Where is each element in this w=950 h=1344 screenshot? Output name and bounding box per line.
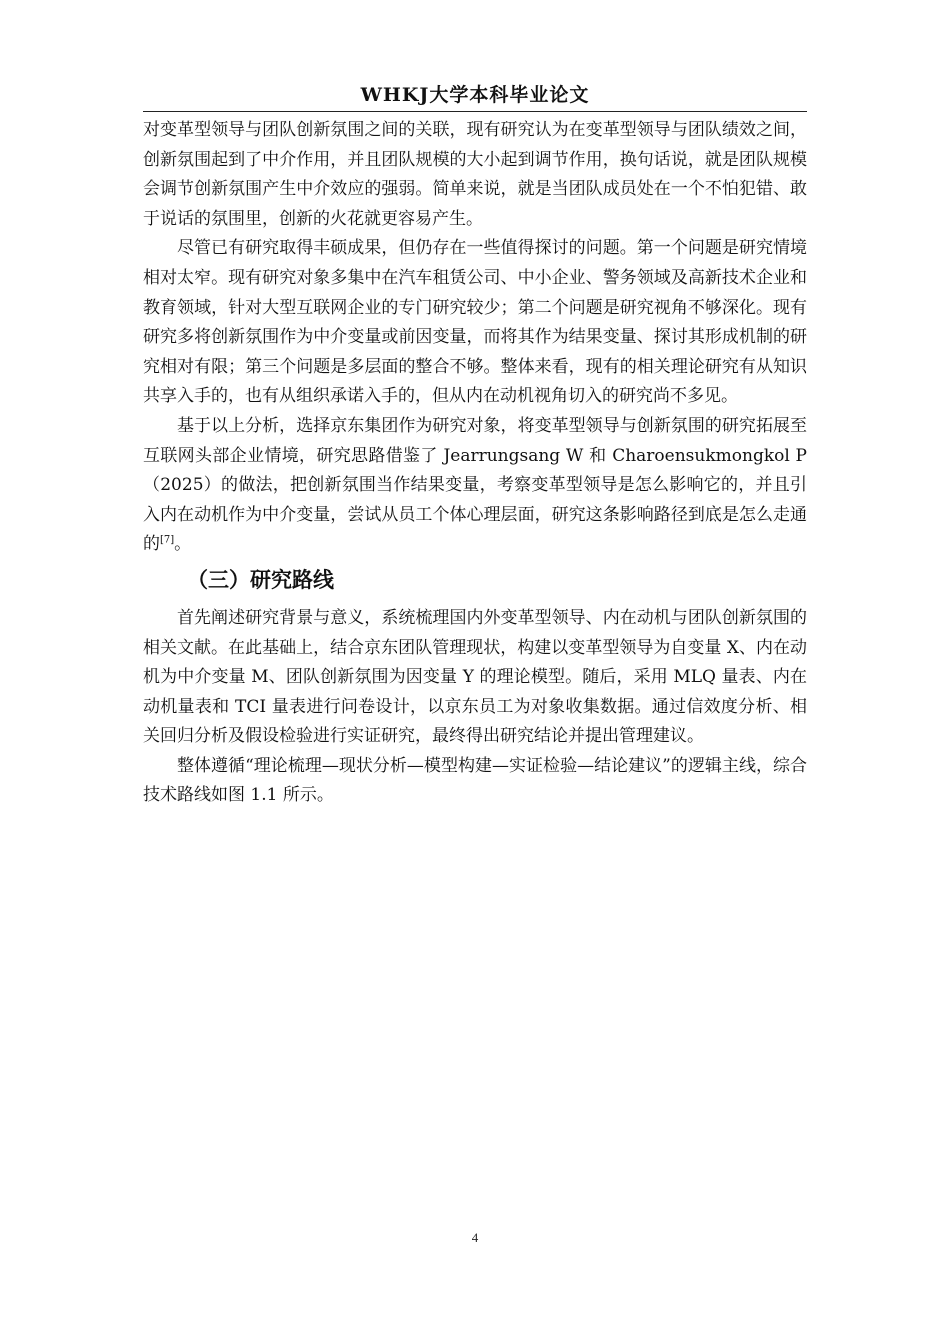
paragraph-4: 首先阐述研究背景与意义，系统梳理国内外变革型领导、内在动机与团队创新氛围的相关文献。在此基础上，结合京东团队管理现状，构建以变革型领导为自变量 X、内在动机为中介变量 M、团队创新氛围为因变量 Y 的理论模型。随后，采用 MLQ 量表、内在动机量表和 TCI 量表进行问卷设计，以京东员工为对象收集数据。通过信效度分析、相关回归分析及假设检验进行实证研究，最终得出研究结论并提出管理建议。	[143, 607, 807, 747]
section-heading: （三）研究路线	[187, 567, 334, 592]
page-number: 4	[471, 1230, 479, 1245]
citation-mark[interactable]: [7]	[160, 534, 175, 546]
paragraph-3	[143, 412, 807, 560]
body-text	[143, 116, 807, 811]
paragraph-2: 尽管已有研究取得丰硕成果，但仍存在一些值得探讨的问题。第一个问题是研究情境相对太窄。现有研究对象多集中在汽车租赁公司、中小企业、警务领域及高新技术企业和教育领域，针对大型互联网企业的专门研究较少；第二个问题是研究视角不够深化。现有研究多将创新氛围作为中介变量或前因变量，而将其作为结果变量、探讨其形成机制的研究相对有限；第三个问题是多层面的整合不够。整体来看，现有的相关理论研究有从知识共享入手的，也有从组织承诺入手的，但从内在动机视角切入的研究尚不多见。	[143, 238, 807, 407]
paragraph-1: 对变革型领导与团队创新氛围之间的关联，现有研究认为在变革型领导与团队绩效之间，创新氛围起到了中介作用，并且团队规模的大小起到调节作用，换句话说，就是团队规模会调节创新氛围产生中介效应的强弱。简单来说，就是当团队成员处在一个不怕犯错、敢于说话的氛围里，创新的火花就更容易产生。	[143, 120, 807, 229]
paragraph-3-text: 基于以上分析，选择京东集团作为研究对象，将变革型领导与创新氛围的研究拓展至互联网头部企业情境，研究思路借鉴了 Jearrungsang W 和 Charoensukmongkol P（2025）的做法，把创新氛围当作结果变量，考察变革型领导是怎么影响它的，并且引入内在动机作为中介变量，尝试从员工个体心理层面，研究这条影响路径到底是怎么走通的	[143, 415, 807, 555]
paragraph-3-end: 。	[174, 534, 192, 555]
running-header: WHKJ大学本科毕业论文	[360, 84, 590, 106]
header-divider	[143, 111, 807, 112]
paragraph-5: 整体遵循“理论梳理—现状分析—模型构建—实证检验—结论建议”的逻辑主线，综合技术路线如图 1.1 所示。	[143, 755, 807, 806]
